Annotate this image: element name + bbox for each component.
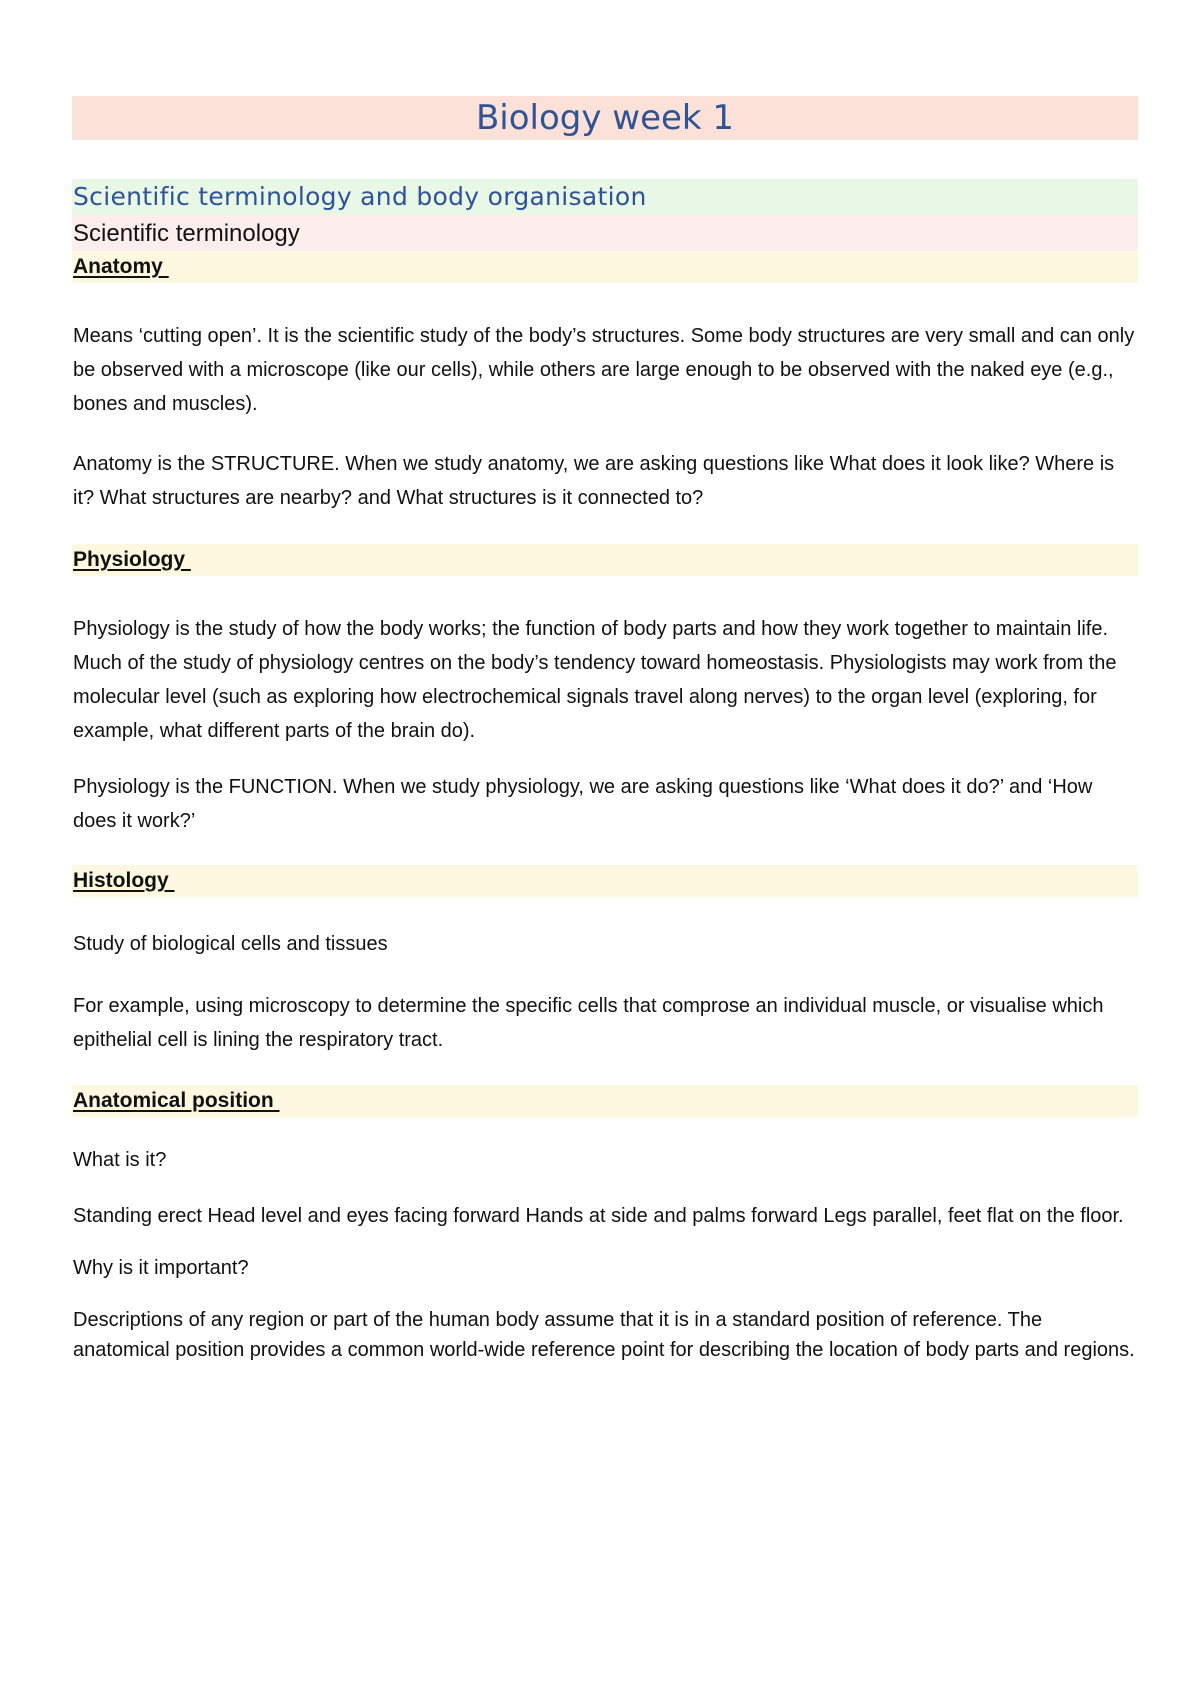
anatomical-position-question-2: Why is it important? bbox=[73, 1257, 249, 1279]
section-heading: Scientific terminology and body organisation bbox=[72, 179, 1138, 215]
anatomical-position-answer-2: Descriptions of any region or part of the human body assume that it is in a standard position of reference. The anatomical position provides a common world-wide reference point for describing the location of body parts and regions. bbox=[73, 1309, 1135, 1361]
anatomy-paragraph-2: Anatomy is the STRUCTURE. When we study anatomy, we are asking questions like What does it look like? Where is it? What structures are nearby? and What structures is it connected to? bbox=[73, 453, 1115, 509]
anatomy-heading-text: Anatomy bbox=[73, 255, 169, 278]
anatomy-paragraph-1: Means ‘cutting open’. It is the scientific study of the body’s structures. Some body structures are very small and can only be observed with a microscope (like our cells), while others are large enough to be observed with the naked eye (e.g., bones and muscles). bbox=[73, 325, 1135, 415]
histology-paragraph-1: Study of biological cells and tissues bbox=[73, 933, 388, 955]
anatomical-position-answer-1: Standing erect Head level and eyes facing forward Hands at side and palms forward Legs parallel, feet flat on the floor. bbox=[73, 1205, 1124, 1227]
sub-heading: Scientific terminology bbox=[72, 215, 1138, 251]
physiology-paragraph-2: Physiology is the FUNCTION. When we study physiology, we are asking questions like ‘What does it do?’ and ‘How does it work?’ bbox=[73, 776, 1093, 832]
physiology-heading bbox=[72, 544, 1138, 576]
anatomy-heading bbox=[72, 251, 1138, 283]
document-title: Biology week 1 bbox=[72, 96, 1138, 140]
document-page bbox=[72, 96, 1138, 1365]
anatomical-position-question-1: What is it? bbox=[73, 1149, 167, 1171]
anatomical-position-heading bbox=[72, 1085, 1138, 1117]
anatomical-position-heading-text: Anatomical position bbox=[73, 1089, 280, 1112]
physiology-heading-text: Physiology bbox=[73, 548, 191, 571]
physiology-paragraph-1: Physiology is the study of how the body works; the function of body parts and how they work together to maintain life. Much of the study of physiology centres on the body’s tendency toward homeostasis. Physiologists may work from the molecular level (such as exploring how electrochemical signals travel along nerves) to the organ level (exploring, for example, what different parts of the brain do). bbox=[73, 618, 1117, 742]
histology-heading bbox=[72, 865, 1138, 897]
histology-heading-text: Histology bbox=[73, 869, 175, 892]
histology-paragraph-2: For example, using microscopy to determine the specific cells that comprose an individual muscle, or visualise which epithelial cell is lining the respiratory tract. bbox=[73, 995, 1104, 1051]
